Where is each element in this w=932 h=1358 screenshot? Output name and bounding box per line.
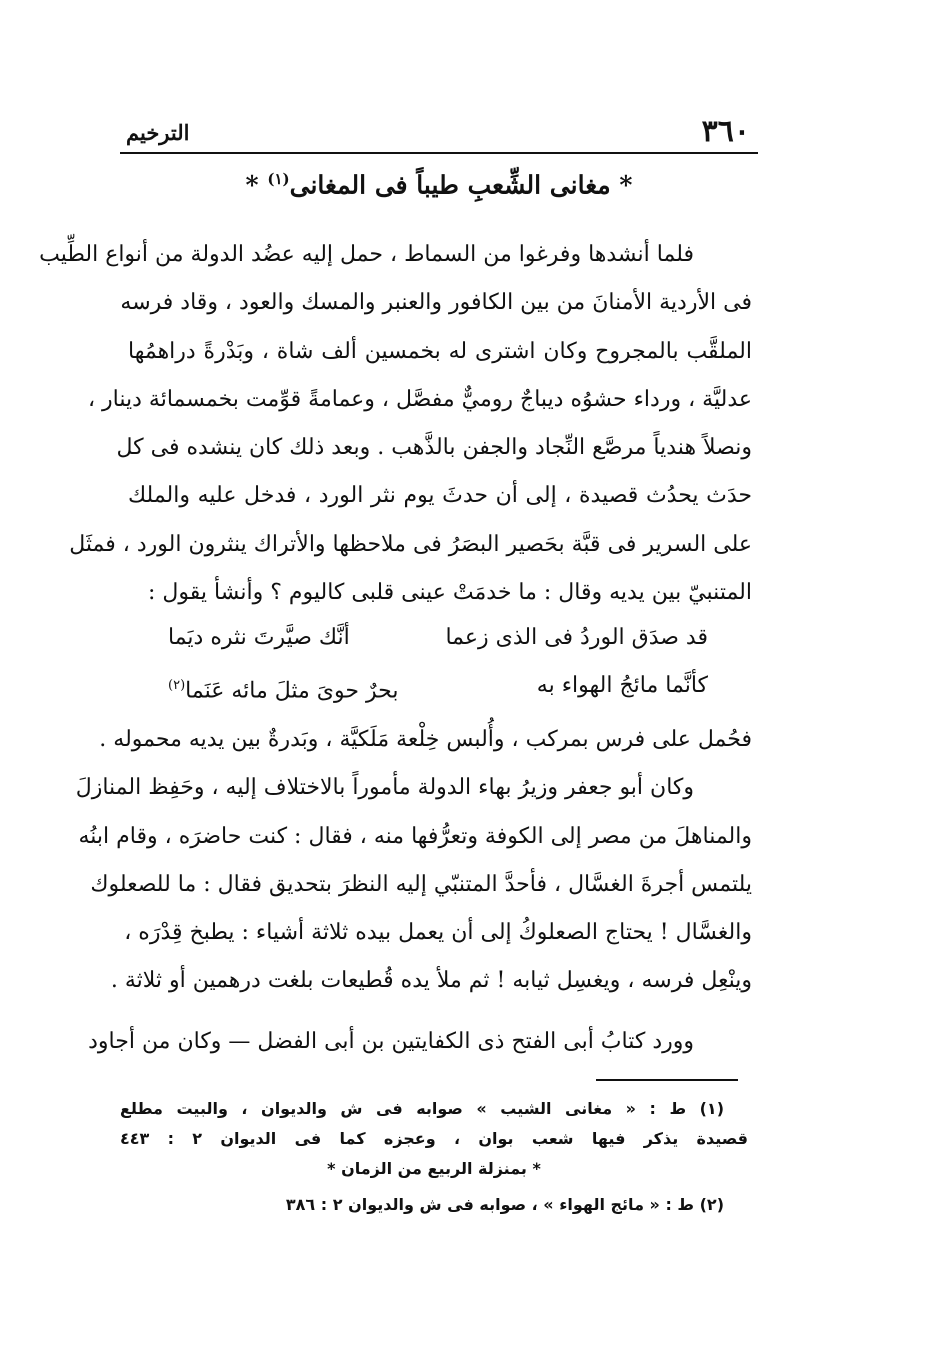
text-line: فحُمل على فرس بمركب ، وأُلبس خِلْعة مَلَكيَّة ، وبَدرةٌ بين يديه محموله . xyxy=(99,727,752,752)
verse-second-hemistich: أنَّك صيَّرتَ نثره ديَما xyxy=(168,625,350,650)
asterisk-marker: * xyxy=(245,170,259,200)
text-line: ونصلاً هندياً مرصَّع النِّجاد والجفن بالذَّهب . وبعد ذلك كان ينشده فى كل xyxy=(116,435,752,461)
poem-verse xyxy=(128,664,728,708)
poem-verse xyxy=(128,616,728,660)
running-head: الترخيم xyxy=(126,120,190,145)
verse-second-hemistich-text: بحرٌ حوىَ مثلَ مائه عَنَما xyxy=(185,678,399,704)
footnote-line: (٢) ط : « مائج الهواء » ، صوابه فى ش والديوان ٢ : ٣٨٦ xyxy=(285,1195,724,1214)
text-line: عدليَّة ، ورداء حشوُه ديباجٌ روميٌّ مفصَّل ، وعمامةً قوِّمت بخمسمائة دينار ، xyxy=(87,386,752,412)
text-line: وكان أبو جعفر وزيرُ بهاء الدولة مأموراً بالاختلاف إليه ، وحَفِظ المنازلَ xyxy=(75,775,694,801)
text-line: المتنبيّ بين يديه وقال : ما خدمَتْ عينى قلبى كاليوم ؟ وأنشأ يقول : xyxy=(148,580,752,606)
text-line: وينْعِل فرسه ، ويغسِل ثيابه ! ثم ملأ يده قُطيعات بلغت درهمين أو ثلاثة . xyxy=(110,968,752,994)
footnote-line: (١) ط : « مغانى الشيب » صوابه فى ش والديوان ، والبيت مطلع xyxy=(120,1099,724,1118)
footnote-line: * بمنزلة الربيع من الزمان * xyxy=(327,1159,541,1178)
section-title xyxy=(120,170,758,199)
text-line: حدَث يحدُث قصيدة ، إلى أن حدثَ يوم نثر الورد ، فدخل عليه والملك xyxy=(128,483,752,509)
text-line: على السرير فى قبَّة بحَصير البصَرُ فى ملاحظها والأتراك ينثرون الورد ، فمثَل xyxy=(69,531,752,557)
main-text xyxy=(39,231,752,617)
footnote-marker: (١) xyxy=(267,170,290,188)
verse-first-hemistich: قد صدَق الوردُ فى الذى زعما xyxy=(445,625,708,650)
text-line: فى الأردية الأمنانَ من بين الكافور والعنبر والمسك والعود ، وقاد فرسه xyxy=(120,290,752,316)
section-title-text: * مغانى الشِّعبِ طيباً فى المغانى xyxy=(289,170,633,200)
verse-first-hemistich: كأنَّما مائجُ الهواء به xyxy=(536,673,708,698)
page-header xyxy=(120,112,758,154)
footnote-divider xyxy=(596,1079,738,1081)
verse-second-hemistich xyxy=(168,664,398,713)
main-text-continued xyxy=(75,716,752,1006)
footnotes xyxy=(120,1094,748,1220)
text-line: والغسَّال ! يحتاج الصعلوكُ إلى أن يعمل بيده ثلاثة أشياء : يطبخ قِدْرَه ، xyxy=(124,920,752,946)
text-line: فلما أنشدها وفرغوا من السماط ، حمل إليه عضُد الدولة من أنواع الطِّيب xyxy=(39,242,694,267)
footnote-line: قصيدة يذكر فيها شعب بوان ، وعجزه كما فى الديوان ٢ : ٤٤٣ xyxy=(120,1129,748,1148)
footnote-marker: (٢) xyxy=(168,678,186,693)
text-line: والمناهلَ من مصر إلى الكوفة وتعرُّفها منه ، فقال : كنت حاضرَه ، وقام ابنُه xyxy=(78,823,752,849)
page-number: ٣٦٠ xyxy=(701,114,750,149)
main-text-last-paragraph xyxy=(88,1018,752,1066)
text-line: وورد كتابُ أبى الفتح ذى الكفايتين بن أبى الفضل — وكان من أجاود xyxy=(88,1029,694,1054)
text-line: الملقَّب بالمجروح وكان اشترى له بخمسين ألف شاة ، وبَدْرةً دراهمُها xyxy=(128,338,752,364)
text-line: يلتمس أجرةَ الغسَّال ، فأحدَّ المتنبّي إليه النظرَ بتحديق فقال : ما للصعلوك xyxy=(90,871,752,897)
